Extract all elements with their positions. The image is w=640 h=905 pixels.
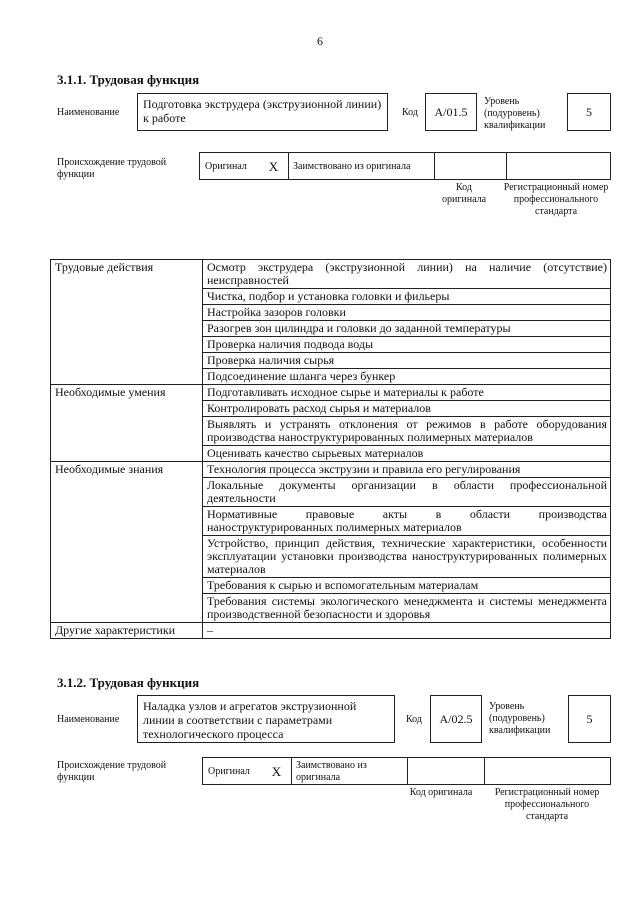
table-item: Чистка, подбор и установка головки и фильеры [203, 289, 611, 305]
table-item: Проверка наличия сырья [203, 353, 611, 369]
code-original-cell [408, 758, 485, 784]
level-value: 5 [568, 695, 611, 743]
original-label: Оригинал [208, 766, 250, 777]
original-mark: X [259, 153, 289, 179]
code-value: A/02.5 [430, 695, 482, 743]
table-item: Настройка зазоров головки [203, 305, 611, 321]
origin-label: Происхождение трудовой функции [57, 157, 167, 180]
reg-number-cell [485, 758, 610, 784]
origin-label: Происхождение трудовой функции [57, 760, 167, 783]
function-name-field: Наладка узлов и агрегатов экструзионной линии в соответствии с параметрами технологического процесса [137, 695, 395, 743]
category-cell: Необходимые знания [51, 462, 203, 478]
table-item: Осмотр экструдера (экструзионной линии) на наличие (отсутствие) неисправностей [203, 260, 611, 289]
name-label: Наименование [57, 714, 120, 725]
table-item: Требования системы экологического менеджмента и системы менеджмента производственной безопасности и здоровья [203, 594, 611, 623]
code-original-cell [435, 153, 507, 179]
reg-number-caption: Регистрационный номер профессионального стандарта [494, 787, 600, 822]
table-item: Разогрев зон цилиндра и головки до заданной температуры [203, 321, 611, 337]
table-item: – [203, 623, 611, 639]
code-label: Код [406, 714, 422, 725]
table-item: Оценивать качество сырьевых материалов [203, 446, 611, 462]
category-cell: Трудовые действия [51, 260, 203, 289]
table-item: Технология процесса экструзии и правила его регулирования [203, 462, 611, 478]
level-value: 5 [567, 93, 611, 131]
original-label: Оригинал [205, 161, 247, 172]
borrowed-label: Заимствовано из оригинала [289, 153, 435, 179]
table-item: Подсоединение шланга через бункер [203, 369, 611, 385]
table-item: Требования к сырью и вспомогательным материалам [203, 578, 611, 594]
table-item: Устройство, принцип действия, технические характеристики, особенности эксплуатации установки производства наноструктурированных полимерных материалов [203, 536, 611, 578]
code-value: A/01.5 [425, 93, 477, 131]
section-title: 3.1.2. Трудовая функция [57, 675, 200, 690]
table-item: Выявлять и устранять отклонения от режимов в работе оборудования производства наноструктурированных полимерных материалов [203, 417, 611, 446]
code-original-caption: Код оригинала [441, 182, 487, 205]
name-label: Наименование [57, 107, 120, 118]
table-item: Подготавливать исходное сырье и материалы к работе [203, 385, 611, 401]
level-label: Уровень (подуровень) квалификации [484, 96, 546, 131]
section-title: 3.1.1. Трудовая функция [57, 72, 200, 87]
code-label: Код [402, 107, 418, 118]
borrowed-label: Заимствовано из оригинала [292, 758, 408, 784]
table-item: Нормативные правовые акты в области производства наноструктурированных полимерных материалов [203, 507, 611, 536]
page-number: 6 [317, 34, 323, 48]
category-cell: Другие характеристики [51, 623, 203, 639]
function-details-table [50, 259, 611, 639]
reg-number-cell [507, 153, 610, 179]
table-item: Локальные документы организации в области профессиональной деятельности [203, 478, 611, 507]
original-mark: X [262, 758, 292, 784]
origin-row [202, 757, 611, 785]
level-label: Уровень (подуровень) квалификации [489, 701, 551, 736]
origin-row [199, 152, 611, 180]
category-cell: Необходимые умения [51, 385, 203, 401]
function-name-field: Подготовка экструдера (экструзионной линии) к работе [137, 93, 388, 131]
table-item: Проверка наличия подвода воды [203, 337, 611, 353]
code-original-caption: Код оригинала [409, 787, 473, 798]
table-item: Контролировать расход сырья и материалов [203, 401, 611, 417]
reg-number-caption: Регистрационный номер профессионального стандарта [503, 182, 609, 217]
